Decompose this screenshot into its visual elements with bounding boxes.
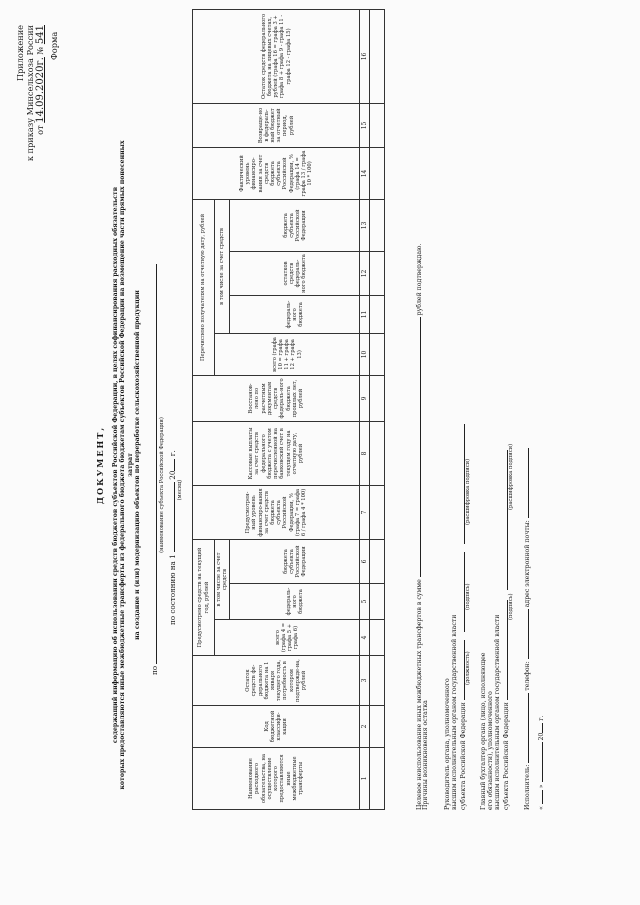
data-cell[interactable] xyxy=(370,199,385,251)
accountant-line-3: высшим исполнительным органом государственной власти xyxy=(494,614,501,810)
data-cell[interactable] xyxy=(370,333,385,375)
head-line-2: высшим исполнительным органом государственной власти xyxy=(451,614,458,810)
footer-year-input-line[interactable] xyxy=(536,723,543,733)
table-data-row[interactable] xyxy=(370,9,385,809)
accountant-caption-signature: (подпись) xyxy=(508,593,514,620)
data-cell[interactable] xyxy=(370,485,385,539)
reasons-row xyxy=(422,700,429,810)
approval-prefix-from: от xyxy=(34,125,45,135)
region-input-line[interactable] xyxy=(150,264,157,664)
accountant-decoding-line[interactable] xyxy=(501,450,508,590)
column-number: 2 xyxy=(360,706,370,748)
unused-amount-line[interactable] xyxy=(414,317,421,577)
header-incl-transferred: в том числе за счет средств xyxy=(215,199,230,333)
header-col-15: Возвраще-но в федераль-ный бюджет за отчетный период, рублей xyxy=(193,103,360,147)
email-label: адрес электронной почты: xyxy=(524,520,531,608)
day-input-line[interactable] xyxy=(536,790,543,804)
column-number: 10 xyxy=(360,333,370,375)
data-cell[interactable] xyxy=(370,656,385,706)
region-caption: (наименование субъекта Российской Федерации) xyxy=(159,417,165,553)
header-col-1: Наименование расходного обязательства, на осуществление которого предоставляются иные межбюджетные трансферты xyxy=(193,748,360,810)
approval-date: 14.09.2020г. xyxy=(34,57,46,123)
column-number: 13 xyxy=(360,199,370,251)
head-position-line[interactable] xyxy=(458,640,465,700)
header-col-2: Код бюджетной классифи-кации xyxy=(193,706,360,748)
data-cell[interactable] xyxy=(370,103,385,147)
accountant-signature-line[interactable] xyxy=(501,600,508,700)
executor-name-line[interactable] xyxy=(522,693,529,763)
head-caption-decoding: (расшифровка подписи) xyxy=(465,458,471,525)
approval-line-1: Приложение xyxy=(15,25,25,82)
document-subtitle xyxy=(112,135,142,795)
column-number: 1 xyxy=(360,748,370,810)
column-number: 5 xyxy=(360,584,370,620)
header-col-5: федераль-ного бюджета xyxy=(230,584,360,620)
head-line-3: субъекта Российской Федерации xyxy=(460,702,467,810)
accountant-caption-decoding: (расшифровка подписи) xyxy=(508,443,514,510)
header-col-13: бюджета субъекта Российской Федерации xyxy=(230,199,360,251)
date-row xyxy=(536,715,545,810)
header-group-planned: Предусмотрено средств на текущий год, рублей xyxy=(193,539,215,655)
header-incl-planned: в том числе за счет средств xyxy=(215,539,230,619)
head-line-1: Руководитель органа, уполномоченного xyxy=(444,678,451,810)
header-col-6: бюджета субъекта Российской Федерации xyxy=(230,539,360,583)
approval-number: 541 xyxy=(34,25,46,45)
column-number: 3 xyxy=(360,656,370,706)
subtitle-line-2: которых предоставляются иные межбюджетные трансферты из федерального бюджета бюджетам субъектов Российской Федерации на возмещение части прямых понесенных затрат xyxy=(119,140,134,790)
data-cell[interactable] xyxy=(370,421,385,485)
unused-suffix: рублей подтверждаю. xyxy=(416,243,423,316)
email-input-line[interactable] xyxy=(522,448,529,518)
quote-close: » xyxy=(538,784,545,789)
header-col-7: Предусмотрен-ный уровень финансиро-вания за счет средств бюджета субъекта Российской Федерации, % (графа 7 = графа 6 / графа 4 * 100) xyxy=(193,485,360,539)
unused-prefix: Целевое неиспользование иных межбюджетных трансфертов в сумме xyxy=(416,579,423,810)
column-number: 11 xyxy=(360,295,370,333)
header-col-4: всего (графа 4 = графа 5 + графа 6) xyxy=(215,620,360,656)
approval-line-2: к приказу Минсельхоза России xyxy=(24,25,35,162)
column-number: 14 xyxy=(360,147,370,199)
approval-date-line xyxy=(36,25,46,175)
column-number: 6 xyxy=(360,539,370,583)
data-cell[interactable] xyxy=(370,620,385,656)
header-col-12: остатков средств федераль-ного бюджета xyxy=(230,251,360,295)
accountant-line-2: его обязанности), уполномоченного xyxy=(487,691,494,810)
data-cell[interactable] xyxy=(370,539,385,583)
head-decoding-line[interactable] xyxy=(458,424,465,544)
region-prefix: по xyxy=(150,665,159,675)
data-cell[interactable] xyxy=(370,375,385,421)
header-col-11: федераль-ного бюджета xyxy=(230,295,360,333)
column-number: 4 xyxy=(360,620,370,656)
header-col-14: Фактический уровень финансиро-вания за счет средств бюджета субъекта Российской Федерации, % (графа 14 = графа 13 / графа 10 * 100) xyxy=(193,147,360,199)
quote-open: « xyxy=(538,806,545,810)
data-cell[interactable] xyxy=(370,295,385,333)
column-number: 12 xyxy=(360,251,370,295)
executor-label: Исполнитель: xyxy=(524,764,531,810)
form-label: Форма xyxy=(49,31,59,60)
footer-year-suffix: г. xyxy=(538,715,545,721)
date-year-prefix: 20 xyxy=(168,470,177,480)
header-group-transferred: Перечислено получателям на отчетную дату, рублей xyxy=(193,199,215,375)
accountant-line-4: субъекта Российской Федерации xyxy=(503,702,510,810)
approval-block xyxy=(16,25,45,175)
phone-input-line[interactable] xyxy=(522,609,529,659)
date-prefix: по состоянию на 1 xyxy=(168,554,177,625)
subtitle-line-3: на создание и (или) модернизацию объектов по переработке сельскохозяйственной продукции xyxy=(134,290,142,640)
year-input-line[interactable] xyxy=(168,459,175,471)
report-table xyxy=(192,9,385,810)
phone-label: телефон: xyxy=(524,661,531,691)
data-cell[interactable] xyxy=(370,706,385,748)
data-cell[interactable] xyxy=(370,147,385,199)
data-cell[interactable] xyxy=(370,251,385,295)
data-cell[interactable] xyxy=(370,748,385,810)
head-caption-position: (должность) xyxy=(465,651,471,685)
accountant-line-1: Главный бухгалтер органа (лицо, исполняющее xyxy=(480,652,487,810)
data-cell[interactable] xyxy=(370,584,385,620)
header-col-10: всего (графа 10 = графа 11 + графа 12 + графа 13) xyxy=(215,333,360,375)
column-number: 7 xyxy=(360,485,370,539)
month-caption: (месяц) xyxy=(177,479,183,501)
document-title: ДОКУМЕНТ, xyxy=(95,425,105,505)
header-col-8: Кассовые выплаты за счет средств федерального бюджета с учетом перечисленной на банковский счет в текущем году на отчетную дату, рублей xyxy=(193,421,360,485)
column-number: 8 xyxy=(360,421,370,485)
header-col-3: Остаток средств фе-дерального бюджета на 1 января текущего года, потребность в котором подтвержде-на, рублей xyxy=(193,656,360,706)
column-number-row xyxy=(360,9,370,809)
reasons-label: Причины возникновения остатка xyxy=(422,700,429,810)
data-cell[interactable] xyxy=(370,9,385,103)
column-number: 16 xyxy=(360,9,370,103)
approval-number-sign: № xyxy=(34,46,45,55)
head-signature-line[interactable] xyxy=(458,552,465,632)
header-col-16: Остаток средств федерального бюджета на лицевых счетах, рублей (графа 16 = графа 3 + графа 8 + графа 9 - графа 11 - графа 12 - графа 15) xyxy=(193,9,360,103)
month-input-line-footer[interactable] xyxy=(536,743,543,783)
subtitle-line-1: содержащий информацию об использовании средств бюджетов субъектов Российской Федерации, в целях софинансирования расходных обязательств xyxy=(112,186,119,744)
executor-row xyxy=(522,448,531,810)
head-caption-signature: (подпись) xyxy=(465,583,471,610)
column-number: 15 xyxy=(360,103,370,147)
column-number: 9 xyxy=(360,375,370,421)
footer-year-prefix: 20 xyxy=(538,732,545,741)
header-col-9: Восстанов-лено по расчетным документам средств федераль-ного бюджета прошлых лет, рублей xyxy=(193,375,360,421)
month-input-line[interactable] xyxy=(168,482,175,552)
date-year-suffix: г. xyxy=(168,450,177,457)
